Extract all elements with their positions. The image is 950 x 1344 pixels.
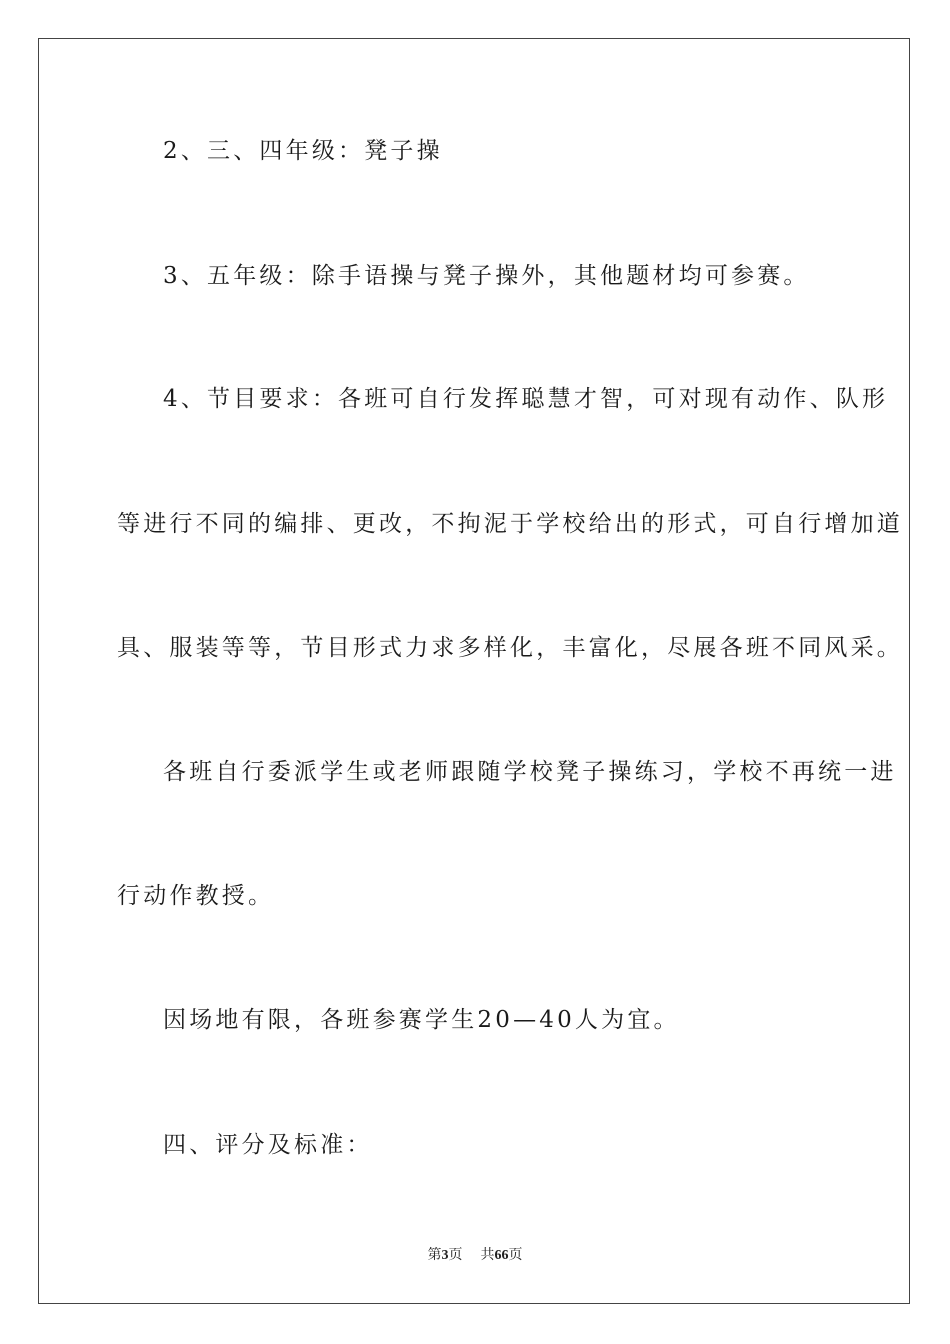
page-number: 3 (441, 1248, 449, 1263)
paragraph-line-7: 行动作教授。 (117, 883, 275, 909)
paragraph-line-2: 3、五年级：除手语操与凳子操外，其他题材均可参赛。 (163, 263, 810, 289)
total-prefix: 共 (480, 1248, 495, 1263)
page-suffix: 页 (448, 1248, 463, 1263)
paragraph-line-4: 等进行不同的编排、更改，不拘泥于学校给出的形式，可自行增加道 (117, 511, 903, 537)
page-prefix: 第 (427, 1248, 442, 1263)
total-suffix: 页 (508, 1248, 523, 1263)
paragraph-line-1: 2、三、四年级：凳子操 (163, 138, 443, 164)
total-pages: 66 (494, 1248, 509, 1263)
section-heading: 四、评分及标准： (163, 1132, 373, 1158)
paragraph-line-8: 因场地有限，各班参赛学生20—40人为宜。 (163, 1007, 680, 1033)
paragraph-line-3: 4、节目要求：各班可自行发挥聪慧才智，可对现有动作、队形 (163, 386, 889, 412)
page-footer (0, 1246, 950, 1266)
paragraph-line-6: 各班自行委派学生或老师跟随学校凳子操练习，学校不再统一进 (163, 759, 897, 785)
paragraph-line-5: 具、服装等等，节目形式力求多样化，丰富化，尽展各班不同风采。 (117, 635, 903, 661)
page-border (38, 38, 910, 1304)
